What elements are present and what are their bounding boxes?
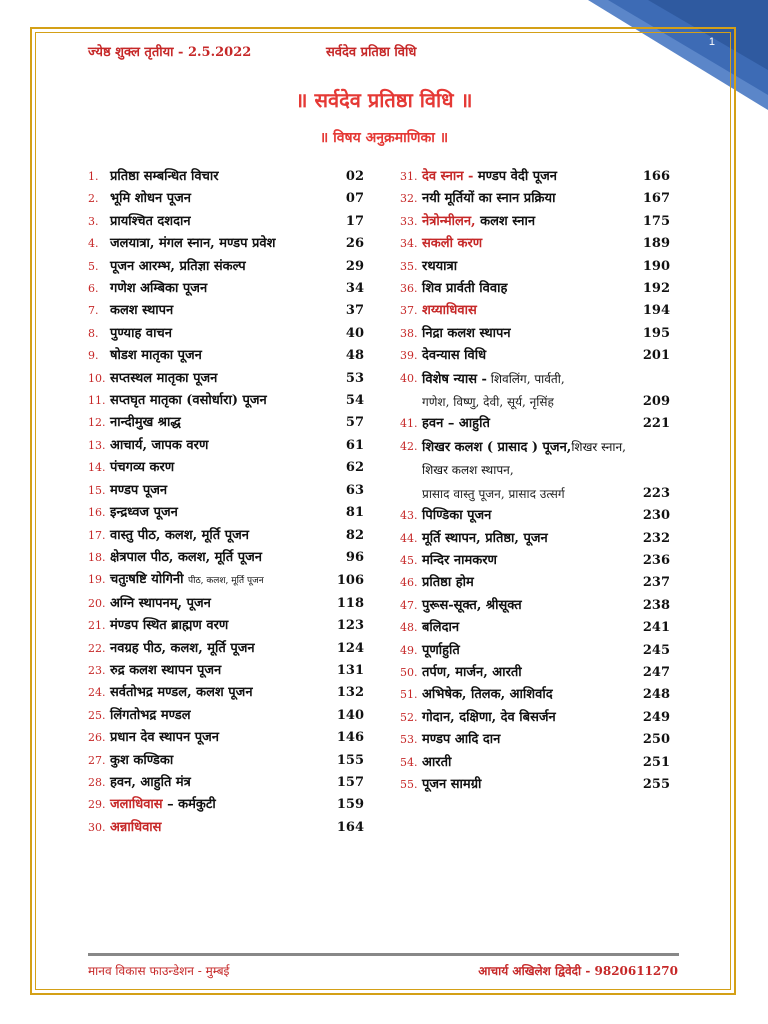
toc-entry-title xyxy=(422,323,630,345)
toc-entry xyxy=(400,752,670,774)
toc-entry-text: रुद्र कलश स्थापन पूजन xyxy=(110,662,222,678)
toc-entry-text: मण्डप पूजन xyxy=(110,482,168,498)
toc-entry-page: 175 xyxy=(642,213,670,229)
toc-entry-note: पीठ, कलश, मूर्ति पूजन xyxy=(188,576,264,587)
toc-entry-text: षोडश मातृका पूजन xyxy=(110,348,202,364)
toc-entry-text: – कर्मकुटी xyxy=(162,797,216,813)
toc-entry xyxy=(88,345,364,367)
toc-entry xyxy=(88,435,364,457)
toc-entry-title xyxy=(422,640,630,662)
toc-entry-highlight: जलाधिवास xyxy=(110,797,163,813)
toc-entry xyxy=(88,569,364,592)
toc-entry-title xyxy=(422,166,630,188)
toc-entry-number: 22. xyxy=(88,641,106,655)
toc-entry-number: 13. xyxy=(88,438,106,452)
toc-entry-number: 40. xyxy=(400,371,418,385)
toc-entry-title xyxy=(110,412,324,434)
toc-entry-page: 232 xyxy=(642,530,670,546)
toc-right-column xyxy=(400,166,670,796)
toc-entry xyxy=(88,278,364,300)
toc-entry xyxy=(88,615,364,637)
toc-entry-text: गोदान, दक्षिणा, देव बिसर्जन xyxy=(422,709,556,725)
toc-entry-number: 11. xyxy=(88,394,106,408)
toc-entry-title xyxy=(110,772,324,794)
toc-entry-page: 250 xyxy=(642,732,670,748)
toc-entry xyxy=(88,502,364,524)
toc-entry-text: कलश स्थापन xyxy=(110,303,174,319)
toc-entry-number: 53. xyxy=(400,733,418,747)
toc-entry-title xyxy=(422,617,630,639)
toc-entry xyxy=(400,729,670,751)
footer-organization: मानव विकास फाउन्डेशन - मुम्बई xyxy=(88,964,230,978)
toc-entry-page: 63 xyxy=(345,482,364,498)
toc-entry-number: 14. xyxy=(88,461,106,475)
toc-entry-text: अभिषेक, तिलक, आशिर्वाद xyxy=(422,687,553,703)
toc-entry xyxy=(400,550,670,572)
toc-entry xyxy=(400,345,670,367)
toc-entry-text: पिण्डिका पूजन xyxy=(422,508,492,524)
toc-entry-number: 20. xyxy=(88,596,106,610)
toc-entry-number: 41. xyxy=(400,417,418,431)
toc-entry-title xyxy=(422,550,630,572)
toc-entry xyxy=(88,660,364,682)
toc-entry-title xyxy=(110,525,324,547)
toc-entry-title xyxy=(110,435,324,457)
toc-entry-page: 237 xyxy=(642,575,670,591)
toc-entry-number: 29. xyxy=(88,798,106,812)
toc-entry xyxy=(400,368,670,414)
toc-entry-number: 21. xyxy=(88,619,106,633)
toc-entry-page: 40 xyxy=(345,325,364,341)
toc-entry xyxy=(400,505,670,527)
toc-entry-title xyxy=(110,750,324,772)
toc-entry-text: देवन्यास विधि xyxy=(422,348,487,364)
toc-entry xyxy=(88,727,364,749)
toc-entry xyxy=(400,233,670,255)
toc-entry-title xyxy=(422,300,630,322)
toc-entry-number: 54. xyxy=(400,755,418,769)
toc-entry xyxy=(400,278,670,300)
toc-entry xyxy=(400,323,670,345)
toc-entry xyxy=(88,300,364,322)
toc-entry xyxy=(400,528,670,550)
toc-entry-number: 25. xyxy=(88,708,106,722)
footer-author: आचार्य अखिलेश द्विवेदी - 9820611270 xyxy=(478,964,678,978)
toc-entry-number: 49. xyxy=(400,643,418,657)
toc-entry-number: 3. xyxy=(88,214,99,228)
toc-entry-title xyxy=(422,774,630,796)
toc-entry-page: 201 xyxy=(642,348,670,364)
toc-entry-title xyxy=(110,593,324,615)
toc-entry-title xyxy=(422,436,630,505)
toc-entry-title xyxy=(422,528,630,550)
toc-entry-text: बलिदान xyxy=(422,620,460,636)
toc-entry-title xyxy=(110,323,324,345)
toc-entry-title xyxy=(422,662,630,684)
toc-entry xyxy=(400,617,670,639)
toc-entry-text: तर्पण, मार्जन, आरती xyxy=(422,664,522,680)
toc-entry-text: लिंगतोभद्र मण्डल xyxy=(110,707,191,723)
toc-entry xyxy=(88,547,364,569)
page-title: ॥ सर्वदेव प्रतिष्ठा विधि ॥ xyxy=(295,88,473,112)
toc-entry-page: 241 xyxy=(642,620,670,636)
toc-entry-text: अग्नि स्थापनम्, पूजन xyxy=(110,595,211,611)
toc-entry-title xyxy=(110,233,324,255)
toc-entry-text: गणेश अम्बिका पूजन xyxy=(110,281,208,297)
toc-entry-page: 245 xyxy=(642,642,670,658)
toc-entry-title xyxy=(110,188,324,210)
toc-entry-number: 44. xyxy=(400,531,418,545)
toc-entry-highlight: अन्नाधिवास xyxy=(110,819,162,835)
toc-entry xyxy=(88,323,364,345)
toc-entry-text: रथयात्रा xyxy=(422,258,458,274)
toc-entry-page: 96 xyxy=(345,549,364,565)
page-number: 1 xyxy=(708,36,715,48)
toc-entry-number: 2. xyxy=(88,192,99,206)
toc-entry-page: 192 xyxy=(642,281,670,297)
toc-entry xyxy=(88,772,364,794)
toc-entry-number: 37. xyxy=(400,304,418,318)
toc-entry-text: पुरूस-सूक्त, श्रीसूक्त xyxy=(422,597,522,613)
toc-entry xyxy=(400,662,670,684)
toc-entry-page: 146 xyxy=(336,730,364,746)
toc-entry-number: 36. xyxy=(400,282,418,296)
toc-entry-number: 51. xyxy=(400,688,418,702)
toc-entry-number: 39. xyxy=(400,349,418,363)
toc-entry-page: 164 xyxy=(336,819,364,835)
toc-entry-text: क्षेत्रपाल पीठ, कलश, मूर्ति पूजन xyxy=(110,549,262,565)
toc-entry-title xyxy=(110,480,324,502)
toc-entry-title xyxy=(422,505,630,527)
toc-entry-page: 195 xyxy=(642,325,670,341)
toc-entry-page: 251 xyxy=(642,754,670,770)
toc-entry-number: 23. xyxy=(88,663,106,677)
toc-entry-number: 31. xyxy=(400,170,418,183)
toc-entry xyxy=(88,233,364,255)
toc-entry-page: 131 xyxy=(336,662,364,678)
toc-entry-page: 190 xyxy=(642,258,670,274)
toc-entry-title xyxy=(110,794,324,816)
toc-entry-text: प्रतिष्ठा सम्बन्धित विचार xyxy=(110,169,219,184)
toc-entry-text: विशेष न्यास - xyxy=(422,371,487,387)
toc-entry-highlight: शय्याधिवास xyxy=(422,303,477,319)
toc-entry-title xyxy=(110,502,324,524)
toc-entry-page: 82 xyxy=(345,527,364,543)
toc-entry xyxy=(400,572,670,594)
toc-entry-title xyxy=(422,188,630,210)
toc-entry-text: निद्रा कलश स्थापन xyxy=(422,325,511,341)
toc-entry-title xyxy=(110,705,324,727)
toc-entry-number: 10. xyxy=(88,371,106,385)
toc-entry-subtext: प्रासाद वास्तु पूजन, प्रासाद उत्सर्ग xyxy=(422,486,565,501)
toc-entry-page: 236 xyxy=(642,552,670,568)
toc-entry-text: कुश कण्डिका xyxy=(110,752,174,768)
toc-entry-text: प्रधान देव स्थापन पूजन xyxy=(110,730,219,746)
toc-entry xyxy=(400,188,670,210)
toc-entry-number: 18. xyxy=(88,550,106,564)
toc-entry-text: मन्दिर नामकरण xyxy=(422,552,497,568)
toc-entry-text: सप्तस्थल मातृका पूजन xyxy=(110,370,218,386)
toc-entry-text: हवन, आहुति मंत्र xyxy=(110,774,191,790)
toc-entry-text: सप्तघृत मातृका (वसोर्धारा) पूजन xyxy=(110,393,267,409)
toc-entry-page: 29 xyxy=(345,258,364,274)
toc-entry-title xyxy=(422,572,630,594)
toc-entry xyxy=(88,525,364,547)
toc-entry-text: पूर्णाहुति xyxy=(422,642,460,658)
toc-entry-title xyxy=(110,256,324,278)
toc-entry-text: पुण्याह वाचन xyxy=(110,325,172,341)
toc-entry-title xyxy=(110,300,324,322)
toc-entry-title xyxy=(110,569,324,592)
header-date: ज्येष्ठ शुक्ल तृतीया - 2.5.2022 xyxy=(88,45,252,60)
toc-entry-text: शिव प्रार्वती विवाह xyxy=(422,281,508,297)
toc-entry xyxy=(400,595,670,617)
toc-entry xyxy=(88,705,364,727)
toc-entry-page: 209 xyxy=(642,394,670,410)
toc-entry-title xyxy=(110,211,324,233)
toc-entry-text: मण्डप आदि दान xyxy=(422,732,501,748)
toc-entry xyxy=(88,457,364,479)
toc-entry xyxy=(400,684,670,706)
toc-entry-page: 02 xyxy=(345,169,364,184)
toc-entry-highlight: नेत्रोन्मीलन, xyxy=(422,213,476,229)
toc-entry-number: 16. xyxy=(88,506,106,520)
toc-entry-number: 7. xyxy=(88,304,99,318)
toc-entry-text: पंचगव्य करण xyxy=(110,460,175,476)
toc-entry-page: 221 xyxy=(642,416,670,432)
toc-entry-title xyxy=(110,278,324,300)
toc-entry-number: 4. xyxy=(88,237,99,251)
toc-entry-page: 167 xyxy=(642,191,670,207)
toc-entry-highlight: देव स्नान - xyxy=(422,169,474,184)
toc-entry-page: 81 xyxy=(345,505,364,521)
toc-entry-page: 34 xyxy=(345,281,364,297)
toc-entry-text: हवन – आहुति xyxy=(422,416,490,432)
toc-entry-page: 57 xyxy=(345,415,364,431)
toc-entry-title xyxy=(422,752,630,774)
toc-entry-page: 249 xyxy=(642,709,670,725)
toc-entry-text: कलश स्नान xyxy=(475,213,536,229)
header-doc-title: सर्वदेव प्रतिष्ठा विधि xyxy=(326,45,417,60)
toc-entry-number: 8. xyxy=(88,326,99,340)
toc-entry-page: 123 xyxy=(336,618,364,634)
toc-entry-title xyxy=(110,638,324,660)
toc-entry xyxy=(400,300,670,322)
toc-entry-page: 17 xyxy=(345,213,364,229)
toc-entry-title xyxy=(422,413,630,435)
toc-entry-number: 38. xyxy=(400,326,418,340)
toc-entry-number: 17. xyxy=(88,528,106,542)
toc-entry xyxy=(88,368,364,390)
toc-entry xyxy=(88,750,364,772)
toc-entry-text: पूजन आरम्भ, प्रतिज्ञा संकल्प xyxy=(110,258,246,274)
toc-entry xyxy=(400,774,670,796)
toc-entry-page: 118 xyxy=(336,595,364,611)
toc-entry-number: 47. xyxy=(400,598,418,612)
toc-entry-page: 26 xyxy=(345,236,364,252)
toc-entry-title xyxy=(422,211,630,233)
toc-entry xyxy=(88,256,364,278)
toc-entry xyxy=(400,640,670,662)
toc-entry-title xyxy=(110,660,324,682)
toc-entry-title xyxy=(110,547,324,569)
toc-entry-page: 124 xyxy=(336,640,364,656)
toc-entry-number: 32. xyxy=(400,192,418,206)
toc-entry-page: 48 xyxy=(345,348,364,364)
toc-entry-title xyxy=(110,457,324,479)
toc-entry-title xyxy=(110,727,324,749)
toc-entry xyxy=(400,166,670,188)
toc-entry xyxy=(88,211,364,233)
footer-divider xyxy=(88,953,679,956)
toc-entry-text: जलयात्रा, मंगल स्नान, मण्डप प्रवेश xyxy=(110,236,276,252)
toc-entry-number: 24. xyxy=(88,686,106,700)
toc-entry xyxy=(88,638,364,660)
toc-entry-number: 55. xyxy=(400,777,418,791)
toc-entry-page: 132 xyxy=(336,685,364,701)
toc-entry-number: 45. xyxy=(400,553,418,567)
toc-entry-text: इन्द्रध्वज पूजन xyxy=(110,505,178,521)
toc-entry-title xyxy=(422,278,630,300)
toc-entry-text: मूर्ति स्थापन, प्रतिष्ठा, पूजन xyxy=(422,530,548,546)
toc-entry xyxy=(88,682,364,704)
toc-entry-number: 34. xyxy=(400,237,418,251)
toc-entry-page: 62 xyxy=(345,460,364,476)
toc-entry-text: सर्वतोभद्र मण्डल, कलश पूजन xyxy=(110,685,253,701)
toc-entry-text: प्रायश्चित दशदान xyxy=(110,213,191,229)
toc-entry-number: 43. xyxy=(400,509,418,523)
toc-entry-title xyxy=(422,595,630,617)
toc-entry xyxy=(88,794,364,816)
toc-entry-page: 189 xyxy=(642,236,670,252)
toc-entry-page: 155 xyxy=(336,752,364,768)
toc-entry-title xyxy=(110,682,324,704)
toc-entry-page: 140 xyxy=(336,707,364,723)
toc-entry-number: 19. xyxy=(88,573,106,587)
toc-entry-text: मण्डप वेदी पूजन xyxy=(473,169,557,184)
toc-entry-page: 247 xyxy=(642,664,670,680)
page-subtitle: ॥ विषय अनुक्रमाणिका ॥ xyxy=(319,130,449,146)
toc-entry-title xyxy=(422,345,630,367)
toc-entry-page: 53 xyxy=(345,370,364,386)
toc-entry-page: 61 xyxy=(345,437,364,453)
toc-entry-number: 1. xyxy=(88,170,99,183)
toc-entry-number: 15. xyxy=(88,483,106,497)
toc-entry xyxy=(88,593,364,615)
toc-entry-text: आरती xyxy=(422,754,452,770)
toc-entry xyxy=(88,166,364,188)
toc-entry-text: नयी मूर्तियों का स्नान प्रक्रिया xyxy=(422,191,556,207)
toc-entry-number: 26. xyxy=(88,731,106,745)
toc-entry-title xyxy=(422,707,630,729)
toc-entry-title xyxy=(110,390,324,412)
toc-entry-page: 07 xyxy=(345,191,364,207)
toc-entry-number: 30. xyxy=(88,820,106,834)
toc-entry-page: 194 xyxy=(642,303,670,319)
toc-entry-title xyxy=(422,684,630,706)
toc-entry-text: नवग्रह पीठ, कलश, मूर्ति पूजन xyxy=(110,640,255,656)
toc-entry-subtext: गणेश, विष्णु, देवी, सूर्य, नृसिंह xyxy=(422,395,554,410)
toc-entry-page: 157 xyxy=(336,774,364,790)
toc-entry-text: नान्दीमुख श्राद्ध xyxy=(110,415,181,431)
toc-entry-page: 159 xyxy=(336,797,364,813)
toc-entry xyxy=(400,211,670,233)
toc-entry xyxy=(400,707,670,729)
toc-entry xyxy=(400,436,670,505)
toc-entry-number: 12. xyxy=(88,416,106,430)
toc-entry-page: 106 xyxy=(336,573,364,589)
toc-entry-title xyxy=(422,729,630,751)
toc-entry xyxy=(88,817,364,839)
toc-entry-number: 33. xyxy=(400,214,418,228)
toc-entry xyxy=(400,413,670,435)
toc-entry-number: 52. xyxy=(400,710,418,724)
toc-entry-number: 6. xyxy=(88,282,99,296)
toc-entry-number: 46. xyxy=(400,576,418,590)
toc-entry xyxy=(88,390,364,412)
toc-entry-text: मंण्डप स्थित ब्राह्मण वरण xyxy=(110,618,229,634)
toc-entry-page: 248 xyxy=(642,687,670,703)
toc-entry-subtext: शिवलिंग, पार्वती, xyxy=(486,371,565,386)
toc-entry-number: 48. xyxy=(400,621,418,635)
toc-entry-text: भूमि शोधन पूजन xyxy=(110,191,191,207)
toc-entry-subtext: शिखर स्नान, शिखर कलश स्थापन, xyxy=(422,439,626,478)
toc-entry xyxy=(400,256,670,278)
toc-entry-page: 54 xyxy=(345,393,364,409)
toc-entry-text: शिखर कलश ( प्रासाद ) पूजन, xyxy=(422,439,572,455)
toc-entry-number: 50. xyxy=(400,665,418,679)
toc-entry xyxy=(88,480,364,502)
toc-entry-number: 35. xyxy=(400,259,418,273)
toc-entry-title xyxy=(110,368,324,390)
toc-entry-page: 255 xyxy=(642,776,670,792)
toc-entry-title xyxy=(110,817,324,839)
toc-entry-title xyxy=(422,233,630,255)
toc-entry-text: पूजन सामग्री xyxy=(422,776,482,792)
toc-entry xyxy=(88,412,364,434)
toc-entry-title xyxy=(110,166,324,188)
toc-entry-page: 223 xyxy=(642,485,670,501)
toc-entry-text: आचार्य, जापक वरण xyxy=(110,437,209,453)
toc-entry-number: 27. xyxy=(88,753,106,767)
toc-entry-text: वास्तु पीठ, कलश, मूर्ति पूजन xyxy=(110,527,249,543)
toc-entry-highlight: सकली करण xyxy=(422,236,483,252)
toc-entry-title xyxy=(422,256,630,278)
toc-entry-page: 238 xyxy=(642,597,670,613)
toc-left-column xyxy=(88,166,364,839)
toc-entry-title xyxy=(110,615,324,637)
toc-entry-page: 230 xyxy=(642,508,670,524)
toc-entry-number: 42. xyxy=(400,439,418,453)
toc-entry-number: 5. xyxy=(88,259,99,273)
toc-entry-title xyxy=(422,368,630,414)
toc-entry-text: चतुःषष्टि योगिनी xyxy=(110,572,184,588)
toc-entry-number: 9. xyxy=(88,349,99,363)
toc-entry-page: 166 xyxy=(642,169,670,184)
toc-entry xyxy=(88,188,364,210)
toc-entry-title xyxy=(110,345,324,367)
toc-entry-page: 37 xyxy=(345,303,364,319)
toc-entry-text: प्रतिष्ठा होम xyxy=(422,575,474,591)
toc-entry-number: 28. xyxy=(88,775,106,789)
